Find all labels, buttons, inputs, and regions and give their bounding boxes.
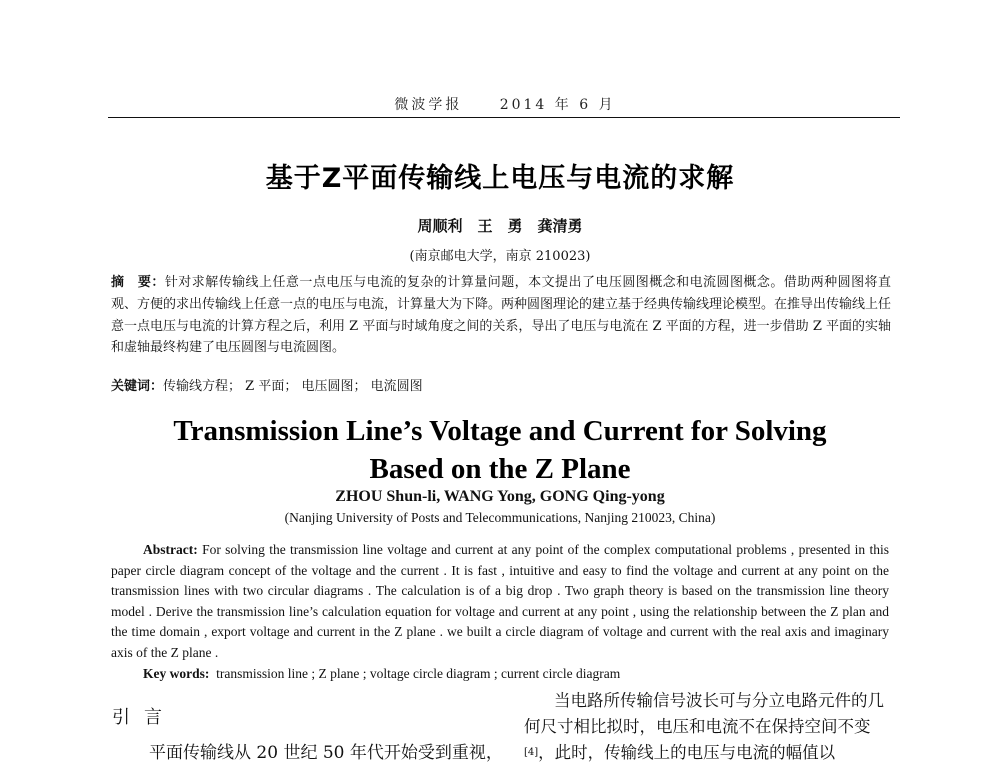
keywords-english bbox=[143, 666, 893, 682]
citation-ref: [4] bbox=[524, 747, 539, 758]
abstract-chinese-text: 针对求解传输线上任意一点电压与电流的复杂的计算量问题，本文提出了电压圆图概念和电流圆图概念。借助两种圆图将直观、方便的求出传输线上任意一点的电压与电流，计算量大为下降。两种圆图理论的建立基于经典传输线理论模型。在推导出传输线上任意一点电压与电流的计算方程之后，利用 Z 平面与时域角度之间的关系，导出了电压与电流在 Z 平面的方程，进一步借助 Z 平面的实轴和虚轴最终构建了电压圆图与电流圆图。 bbox=[111, 275, 892, 356]
issue-date: 2014 年 6 月 bbox=[499, 97, 616, 113]
running-header bbox=[110, 94, 900, 114]
abstract-english bbox=[111, 540, 889, 664]
title-english-line1: Transmission Line’s Voltage and Current for Solving bbox=[173, 415, 827, 447]
title-chinese: 基于Z平面传输线上电压与电流的求解 bbox=[265, 163, 735, 194]
body-text-left-column: 平面传输线从 20 世纪 50 年代开始受到重视， bbox=[149, 743, 503, 763]
keywords-chinese-text: 传输线方程； Z 平面； 电压圆图； 电流圆图 bbox=[163, 379, 423, 394]
body-text-right-b: ，此时，传输线上的电压与电流的幅值以 bbox=[538, 743, 836, 762]
abstract-english-text: For solving the transmission line voltage and current at any point of the complex computational problems , presented in this paper circle diagram concept of the voltage and the current . It is fast , intuitive and easy to find the voltage and current at any point on the transmission lines with two circular diagrams . The calculation is of a big drop . Two graph theory is based on the transmission line theory model . Derive the transmission line’s calculation equation for voltage and current at any point , using the relationship between the Z plan and the time domain , export voltage and current in the Z plane . we built a circle diagram of voltage and current with the real axis and imaginary axis of the Z plane . bbox=[111, 542, 889, 660]
keywords-chinese bbox=[111, 375, 891, 394]
abstract-chinese-label: 摘 要： bbox=[111, 275, 165, 290]
title-english-line2: Based on the Z Plane bbox=[369, 453, 631, 485]
header-rule bbox=[108, 117, 900, 118]
affiliation-english: (Nanjing University of Posts and Telecommunications, Nanjing 210023, China) bbox=[284, 510, 716, 525]
authors-english: ZHOU Shun-li, WANG Yong, GONG Qing-yong bbox=[335, 488, 665, 505]
keywords-chinese-label: 关键词： bbox=[111, 379, 164, 394]
body-text-right-column bbox=[524, 688, 896, 766]
abstract-chinese bbox=[111, 272, 891, 359]
body-text-right-a: 当电路所传输信号波长可与分立电路元件的几何尺寸相比拟时，电压和电流不在保持空间不变 bbox=[524, 691, 884, 736]
abstract-english-label: Abstract: bbox=[143, 542, 198, 557]
keywords-english-text: transmission line ; Z plane ; voltage circle diagram ; current circle diagram bbox=[216, 666, 621, 681]
authors-chinese: 周顺利 王 勇 龚清勇 bbox=[417, 217, 583, 235]
keywords-english-label: Key words: bbox=[143, 666, 210, 681]
section-heading-introduction: 引言 bbox=[112, 707, 176, 728]
journal-name: 微波学报 bbox=[394, 97, 463, 113]
affiliation-chinese: (南京邮电大学，南京 210023) bbox=[409, 249, 591, 264]
title-english bbox=[0, 412, 1000, 488]
